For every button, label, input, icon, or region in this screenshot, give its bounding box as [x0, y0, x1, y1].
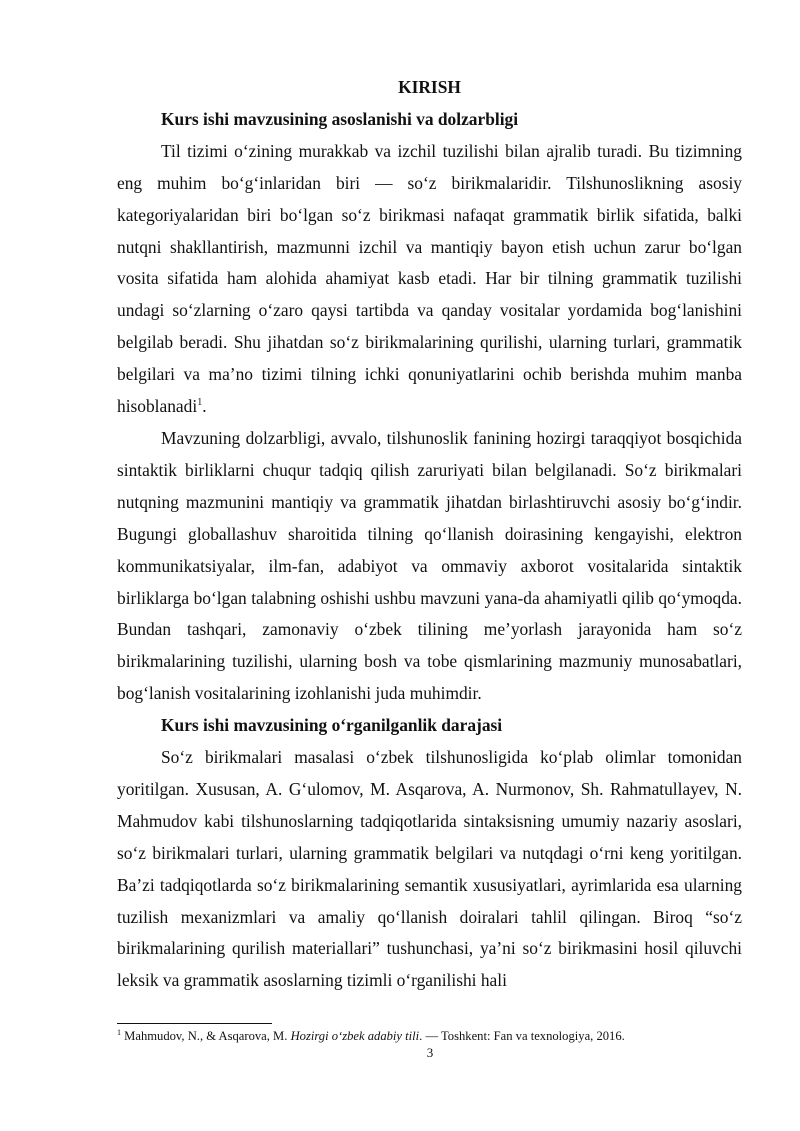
section-heading-study-level: Kurs ishi mavzusining oʻrganilganlik darajasi	[161, 715, 503, 736]
paragraph-end: .	[202, 396, 207, 417]
paragraph-relevance: Mavzuning dolzarbligi, avvalo, tilshunoslik fanining hozirgi taraqqiyot bosqichida sintaktik birliklarni chuqur tadqiq qilish zaruriyati bilan belgilanadi. Soʻz birikmalari nutqning mazmunini mantiqiy va grammatik jihatdan birlashtiruvchi asosiy boʻgʻindir. Bugungi globallashuv sharoitida tilning qoʻllanish doirasining kengayishi, elektron kommunikatsiyalar, ilm-fan, adabiyot va ommaviy axborot vositalarida sintaktik birliklarga boʻlgan talabning oshishi ushbu mavzuni yana-da ahamiyatli qilib qoʻymoqda. Bundan tashqari, zamonaviy oʻzbek tilining meʼyorlash jarayonida ham soʻz birikmalarining tuzilishi, ularning bosh va tobe qismlarining mazmuniy munosabatlari, bogʻlanish vositalarining izohlanishi juda muhimdir.	[117, 427, 742, 704]
footnote	[117, 1028, 757, 1044]
footnote-authors: Mahmudov, N., & Asqarova, M.	[124, 1029, 288, 1043]
paragraph-text: Til tizimi oʻzining murakkab va izchil tuzilishi bilan ajralib turadi. Bu tizimning eng muhim boʻgʻinlaridan biri — soʻz birikmalaridir. Tilshunoslikning asosiy kategoriyalaridan biri boʻlgan soʻz birikmasi nafaqat grammatik birlik sifatida, balki nutqni shakllantirish, mazmunni izchil va mantiqiy bayon etish uchun zarur boʻlgan vosita sifatida ham alohida ahamiyat kasb etadi. Har bir tilning grammatik tuzilishi undagi soʻzlarning oʻzaro qaysi tartibda va qanday vositalar yordamida bogʻlanishini belgilab beradi. Shu jihatdan soʻz birikmalarining qurilishi, ularning turlari, grammatik belgilari va maʼno tizimi tilning ichki qonuniyatlarini ochib berishda muhim manba hisoblanadi	[117, 140, 742, 417]
page-number: 3	[426, 1045, 434, 1060]
section-heading-relevance: Kurs ishi mavzusining asoslanishi va dolzarbligi	[161, 108, 519, 129]
footnote-reference[interactable]: 1	[197, 397, 203, 409]
paragraph-study-level: Soʻz birikmalari masalasi oʻzbek tilshunosligida koʻplab olimlar tomonidan yoritilgan. Xususan, A. Gʻulomov, M. Asqarova, A. Nurmonov, Sh. Rahmatullayev, N. Mahmudov kabi tilshunoslarning tadqiqotlarida sintaksisning umumiy nazariy asoslari, soʻz birikmalari turlari, ularning grammatik belgilari va nutqdagi oʻrni keng yoritilgan. Baʼzi tadqiqotlarda soʻz birikmalarining semantik xususiyatlari, ayrimlarida esa ularning tuzilish mexanizmlari va amaliy qoʻllanish doiralari tahlil qilingan. Biroq “soʻz birikmalarining qurilish materiallari” tushunchasi, yaʼni soʻz birikmasini hosil qiluvchi leksik va grammatik asoslarning tizimli oʻrganilishi hali	[117, 747, 742, 991]
footnote-separator	[117, 1023, 272, 1024]
footnote-marker: 1	[117, 1027, 121, 1037]
footnote-publication: . — Toshkent: Fan va texnologiya, 2016.	[419, 1029, 625, 1043]
page-content	[117, 72, 742, 997]
page-title: KIRISH	[398, 77, 461, 97]
paragraph-system-of-language	[117, 136, 742, 423]
footnote-book-title: Hozirgi oʻzbek adabiy tili	[290, 1029, 420, 1043]
